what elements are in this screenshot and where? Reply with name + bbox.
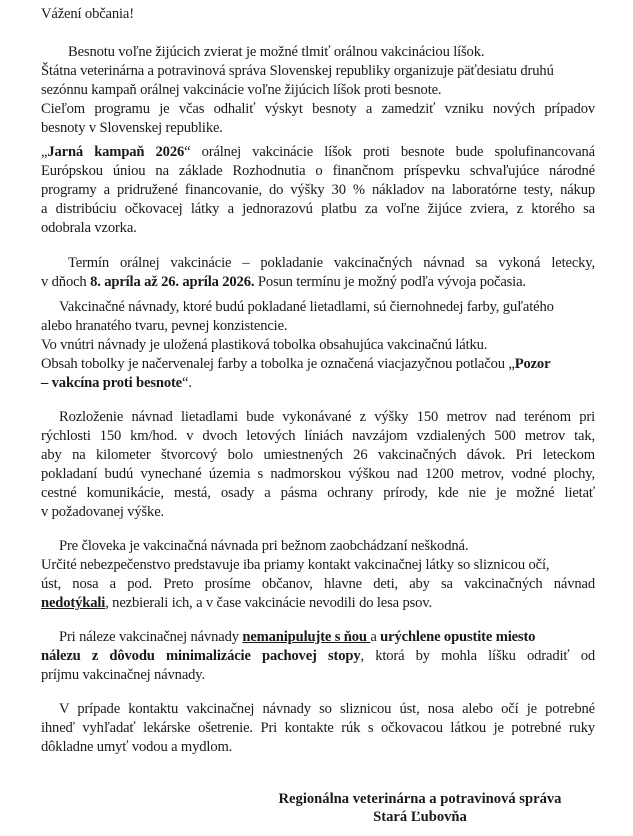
p2-line2: Európskou úniou na základe Rozhodnutia o finančnom príspevku schvaľujúce národné bbox=[41, 163, 595, 179]
open-quote: „ bbox=[41, 144, 48, 160]
p3-line2-pre: v dňoch bbox=[41, 274, 91, 290]
scent-trail-emphasis: nálezu z dôvodu minimalizácie pachovej stopy bbox=[41, 648, 361, 664]
p5-line4: pokladaní budú vynechané územia s nadmorskou výškou nad 1200 metrov, vodné plochy, bbox=[41, 466, 595, 482]
p8-line2: ihneď vyhľadať lekárske ošetrenie. Pri kontakte rúk s očkovacou látkou je potrebné ruky bbox=[41, 720, 595, 736]
p3-line1: Termín orálnej vakcinácie – pokladanie vakcinačných návnad sa vykoná letecky, bbox=[68, 255, 595, 271]
p4-line1: Vakcinačné návnady, ktoré budú pokladané lietadlami, sú čiernohnedej farby, guľatého bbox=[59, 299, 554, 315]
campaign-name: Jarná kampaň 2026 bbox=[47, 144, 185, 160]
p7-line2 bbox=[41, 647, 595, 666]
p6-line2: Určité nebezpečenstvo predstavuje iba priamy kontakt vakcinačnej látky so sliznicou očí, bbox=[41, 557, 550, 573]
p1-line1: Besnotu voľne žijúcich zvierat je možné tlmiť orálnou vakcináciou líšok. bbox=[68, 44, 485, 60]
signature-organization: Regionálna veterinárna a potravinová správa bbox=[278, 791, 562, 807]
p7-line1-mid: a bbox=[370, 629, 381, 645]
p3-line2 bbox=[41, 273, 595, 292]
p1-line4: Cieľom programu je včas odhaliť výskyt besnoty a zamedziť vzniku nových prípadov bbox=[41, 101, 595, 117]
p4-line3: Vo vnútri návnady je uložená plastiková tobolka obsahujúca vakcinačnú látku. bbox=[41, 337, 488, 353]
p2-line1-rest: “ orálnej vakcinácie líšok proti besnote bude spolufinancovaná bbox=[184, 144, 595, 160]
p1-line5: besnoty v Slovenskej republike. bbox=[41, 120, 223, 136]
p1-line3: sezónnu kampaň orálnej vakcinácie voľne žijúcich líšok proti besnote. bbox=[41, 82, 442, 98]
p5-line5: cestné komunikácie, mestá, osady a pásma ochrany prírody, kde nie je možné lietať bbox=[41, 485, 595, 501]
p4-line5-post: “. bbox=[182, 375, 192, 391]
p4-line5 bbox=[41, 374, 595, 393]
leave-site-emphasis: urýchlene opustite miesto bbox=[380, 629, 536, 645]
p2-line3: programy a pridružené financovanie, do výšky 30 % nákladov na laboratórne testy, nákup bbox=[41, 182, 595, 198]
p5-line6: v požadovanej výške. bbox=[41, 504, 165, 520]
signature-location: Stará Ľubovňa bbox=[373, 809, 467, 825]
campaign-dates: 8. apríla až 26. apríla 2026. bbox=[90, 274, 255, 290]
p6-line3: úst, nosa a pod. Preto prosíme občanov, hlavne deti, aby sa vakcinačných návnad bbox=[41, 576, 595, 592]
p1-line2: Štátna veterinárna a potravinová správa Slovenskej republiky organizuje päťdesiatu druhú bbox=[41, 63, 554, 79]
warning-label-part1: Pozor bbox=[514, 356, 551, 372]
p7-line1-pre: Pri náleze vakcinačnej návnady bbox=[59, 629, 243, 645]
warning-label-part2: – vakcína proti besnote bbox=[41, 375, 183, 391]
p7-line2-rest: , ktorá by mohla líšku odradiť od bbox=[360, 648, 595, 664]
p8-line1: V prípade kontaktu vakcinačnej návnady so sliznicou úst, nosa alebo očí je potrebné bbox=[59, 701, 595, 717]
p4-line4 bbox=[41, 355, 595, 374]
p2-line4: a distribúciu očkovacej látky a jednorazovú platbu za voľne žijúce zviera, z ktorého sa bbox=[41, 201, 595, 217]
do-not-manipulate-emphasis: nemanipulujte s ňou bbox=[242, 629, 371, 645]
p2-line1 bbox=[41, 143, 595, 162]
p5-line3: aby na kilometer štvorcový bolo umiestnených 26 vakcinačných dávok. Pri leteckom bbox=[41, 447, 595, 463]
p7-line3: príjmu vakcinačnej návnady. bbox=[41, 667, 205, 683]
p4-line2: alebo hranatého tvaru, pevnej konzistencie. bbox=[41, 318, 288, 334]
p6-line4 bbox=[41, 594, 595, 613]
p5-line1: Rozloženie návnad lietadlami bude vykonávané z výšky 150 metrov nad terénom pri bbox=[59, 409, 595, 425]
p6-line4-rest: , nezbierali ich, a v čase vakcinácie nevodili do lesa psov. bbox=[105, 595, 432, 611]
p5-line2: rýchlosti 150 km/hod. v dvoch letových líniách navzájom vzdialených 500 metrov tak, bbox=[41, 428, 595, 444]
p2-line5: odobrala vzorka. bbox=[41, 220, 137, 236]
do-not-touch-emphasis: nedotýkali bbox=[41, 595, 106, 611]
p3-line2-post: Posun termínu je možný podľa vývoja počasia. bbox=[254, 274, 526, 290]
p7-line1 bbox=[59, 628, 595, 647]
greeting: Vážení občania! bbox=[41, 6, 134, 22]
p4-line4-pre: Obsah tobolky je načervenalej farby a tobolka je označená viacjazyčnou potlačou „ bbox=[41, 356, 515, 372]
p6-line1: Pre človeka je vakcinačná návnada pri bežnom zaobchádzaní neškodná. bbox=[59, 538, 469, 554]
p8-line3: dôkladne umyť vodou a mydlom. bbox=[41, 739, 233, 755]
